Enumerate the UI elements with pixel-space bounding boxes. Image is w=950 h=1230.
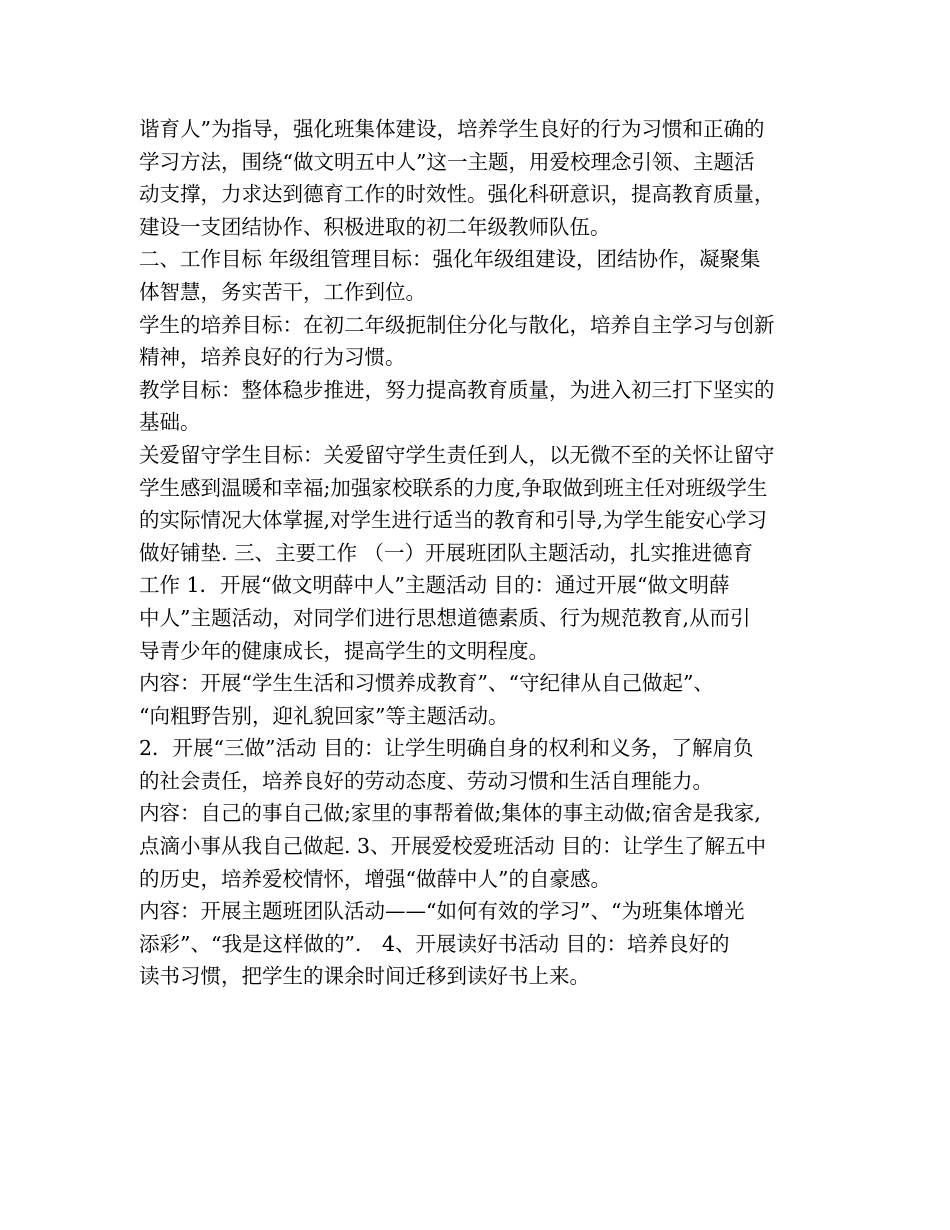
text-line: 添彩”、“我是这样做的”． 4、开展读好书活动 目的：培养良好的 <box>139 931 730 956</box>
text-line: 内容：开展主题班团队活动——“如何有效的学习”、“为班集体增光 <box>139 899 745 924</box>
text-line: 精神，培养良好的行为习惯。 <box>139 345 406 370</box>
text-line: 建设一支团结协作、积极进取的初二年级教师队伍。 <box>139 214 611 239</box>
text-line: 教学目标：整体稳步推进，努力提高教育质量，为进入初三打下坚实的 <box>139 377 775 402</box>
text-line: 谐育人”为指导，强化班集体建设，培养学生良好的行为习惯和正确的 <box>139 117 765 141</box>
text-line: 学生感到温暖和幸福;加强家校联系的力度,争取做到班主任对班级学生 <box>139 475 768 500</box>
text-line: 内容：开展“学生生活和习惯养成教育”、“守纪律从自己做起”、 <box>139 671 714 696</box>
text-line: “向粗野告别，迎礼貌回家”等主题活动。 <box>139 703 509 728</box>
text-line: 的历史，培养爱校情怀，增强“做薛中人”的自豪感。 <box>139 866 611 891</box>
text-line: 的实际情况大体掌握,对学生进行适当的教育和引导,为学生能安心学习 <box>139 508 768 533</box>
text-line: 内容：自己的事自己做;家里的事帮着做;集体的事主动做;宿舍是我家, <box>139 801 761 826</box>
text-line: 关爱留守学生目标：关爱留守学生责任到人，以无微不至的关怀让留守 <box>139 442 775 467</box>
text-line: 导青少年的健康成长，提高学生的文明程度。 <box>139 638 549 663</box>
text-line: 点滴小事从我自己做起. 3、开展爱校爱班活动 目的：让学生了解五中 <box>139 834 767 859</box>
text-line: 中人”主题活动，对同学们进行思想道德素质、行为规范教育,从而引 <box>139 605 751 630</box>
text-line: 2．开展“三做”活动 目的：让学生明确自身的权利和义务，了解肩负 <box>139 736 754 761</box>
text-line: 读书习惯，把学生的课余时间迁移到读好书上来。 <box>139 964 590 989</box>
text-line: 学生的培养目标：在初二年级扼制住分化与散化，培养自主学习与创新 <box>139 312 775 337</box>
text-line: 基础。 <box>139 410 201 435</box>
text-line: 体智慧，务实苦干，工作到位。 <box>139 279 426 304</box>
text-line: 工作 1．开展“做文明薛中人”主题活动 目的：通过开展“做文明薛 <box>139 573 730 598</box>
text-line: 动支撑，力求达到德育工作的时效性。强化科研意识，提高教育质量， <box>139 182 775 207</box>
text-line: 做好铺垫. 三、主要工作 （一）开展班团队主题活动，扎实推进德育 <box>139 540 754 565</box>
text-line: 学习方法，围绕“做文明五中人”这一主题，用爱校理念引领、主题活 <box>139 149 755 174</box>
text-line: 的社会责任，培养良好的劳动态度、劳动习惯和生活自理能力。 <box>139 768 713 793</box>
body-text <box>139 113 819 993</box>
text-line: 二、工作目标 年级组管理目标：强化年级组建设，团结协作，凝聚集 <box>139 247 761 272</box>
